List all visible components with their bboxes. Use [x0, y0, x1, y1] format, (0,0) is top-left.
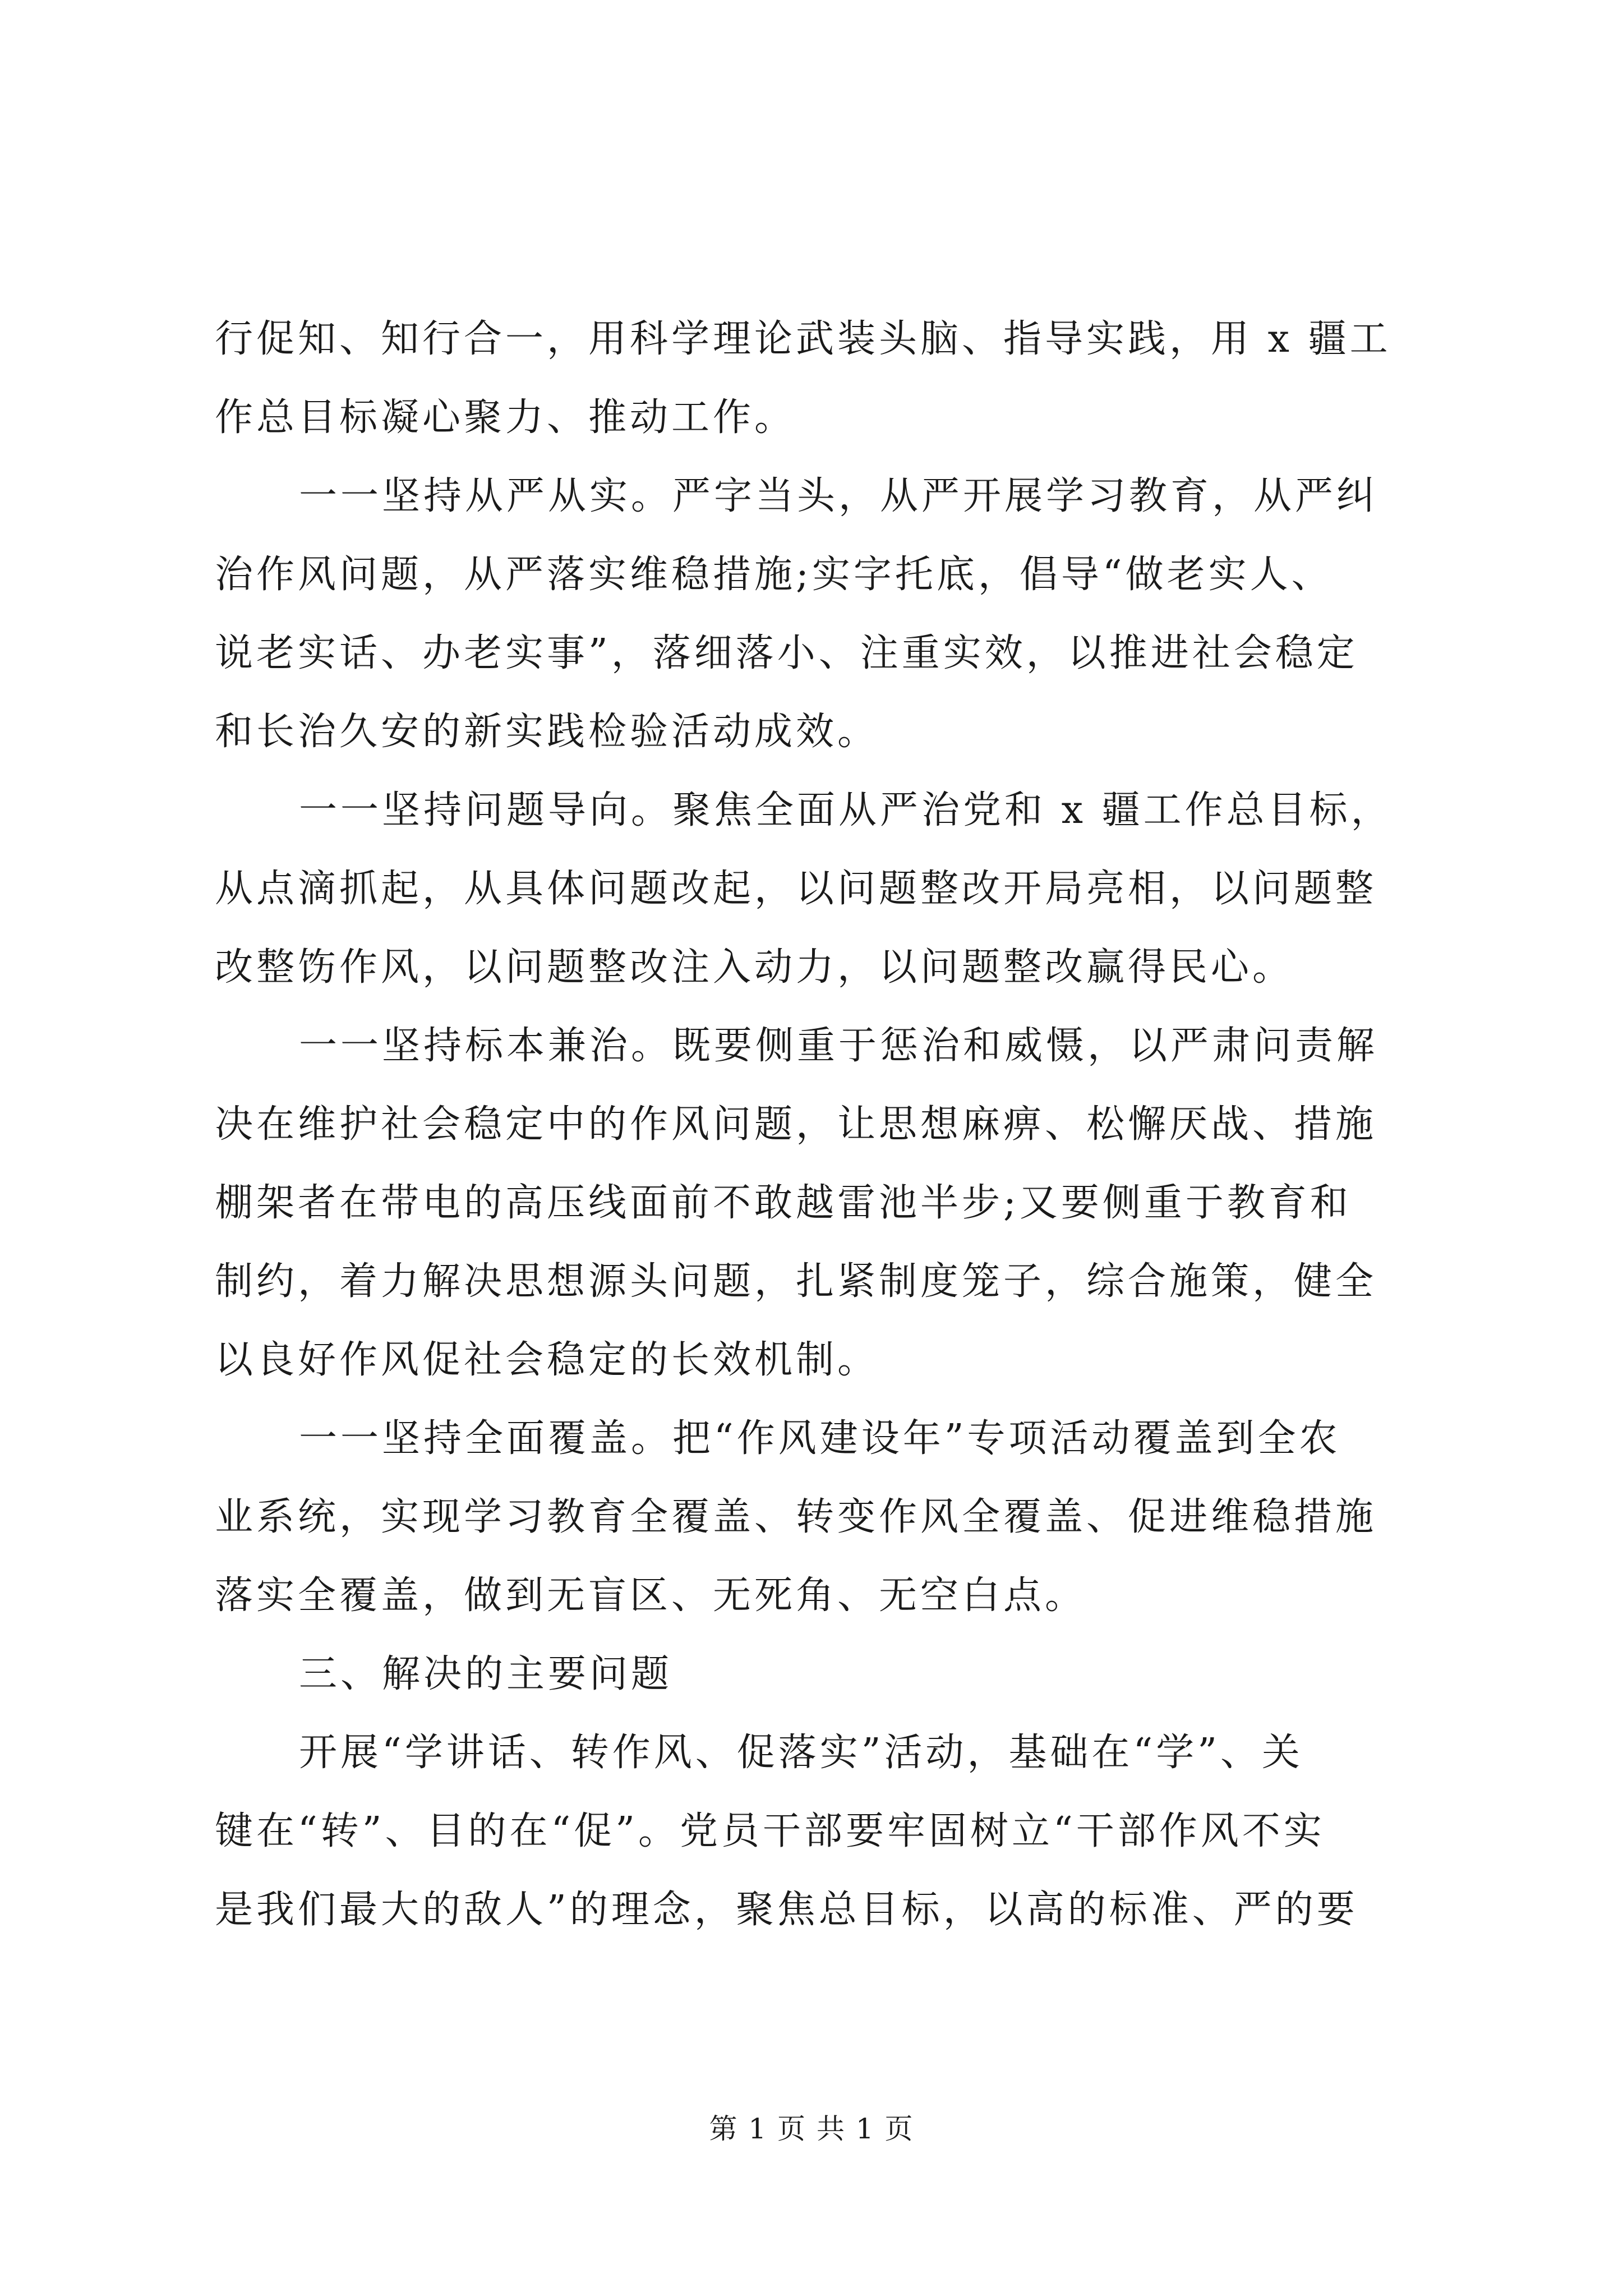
text-line: 和长治久安的新实践检验活动成效。: [215, 710, 879, 754]
text-line: 说老实话、办老实事”，落细落小、注重实效，以推进社会稳定: [215, 631, 1358, 675]
text-line: 治作风问题，从严落实维稳措施;实字托底，倡导“做老实人、: [215, 553, 1333, 597]
text-line: 以良好作风促社会稳定的长效机制。: [215, 1338, 879, 1382]
text-line: 棚架者在带电的高压线面前不敢越雷池半步;又要侧重于教育和: [215, 1181, 1352, 1225]
text-line: 从点滴抓起，从具体问题改起，以问题整改开局亮相，以问题整: [215, 867, 1377, 911]
text-line: 作总目标凝心聚力、推动工作。: [215, 395, 796, 440]
paragraph-start-line: 一一坚持从严从实。严字当头，从严开展学习教育，从严纠: [299, 474, 1378, 518]
text-line: 业系统，实现学习教育全覆盖、转变作风全覆盖、促进维稳措施: [215, 1495, 1377, 1539]
paragraph-start-line: 开展“学讲话、转作风、促落实”活动，基础在“学”、关: [299, 1731, 1304, 1775]
text-line: 落实全覆盖，做到无盲区、无死角、无空白点。: [215, 1573, 1087, 1618]
text-line: 改整饬作风，以问题整改注入动力，以问题整改赢得民心。: [215, 945, 1294, 990]
text-line: 键在“转”、目的在“促”。党员干部要牢固树立“干部作风不实: [215, 1809, 1325, 1853]
paragraph-start-line: 一一坚持全面覆盖。把“作风建设年”专项活动覆盖到全农: [299, 1416, 1341, 1461]
paragraph-start-line: 一一坚持问题导向。聚焦全面从严治党和 x 疆工作总目标，: [299, 788, 1393, 832]
page-footer: [0, 2106, 1623, 2147]
section-heading: 三、解决的主要问题: [299, 1652, 673, 1696]
text-line: 决在维护社会稳定中的作风问题，让思想麻痹、松懈厌战、措施: [215, 1102, 1377, 1147]
paragraph-start-line: 一一坚持标本兼治。既要侧重于惩治和威慑，以严肃问责解: [299, 1024, 1378, 1068]
body-text: [215, 300, 1421, 1949]
text-line: 是我们最大的敌人”的理念，聚焦总目标，以高的标准、严的要: [215, 1888, 1358, 1932]
text-line: 制约，着力解决思想源头问题，扎紧制度笼子，综合施策，健全: [215, 1259, 1377, 1304]
text-line: 行促知、知行合一，用科学理论武装头脑、指导实践，用 x 疆工: [215, 317, 1391, 361]
page-indicator: 第 1 页 共 1 页: [709, 2113, 914, 2145]
